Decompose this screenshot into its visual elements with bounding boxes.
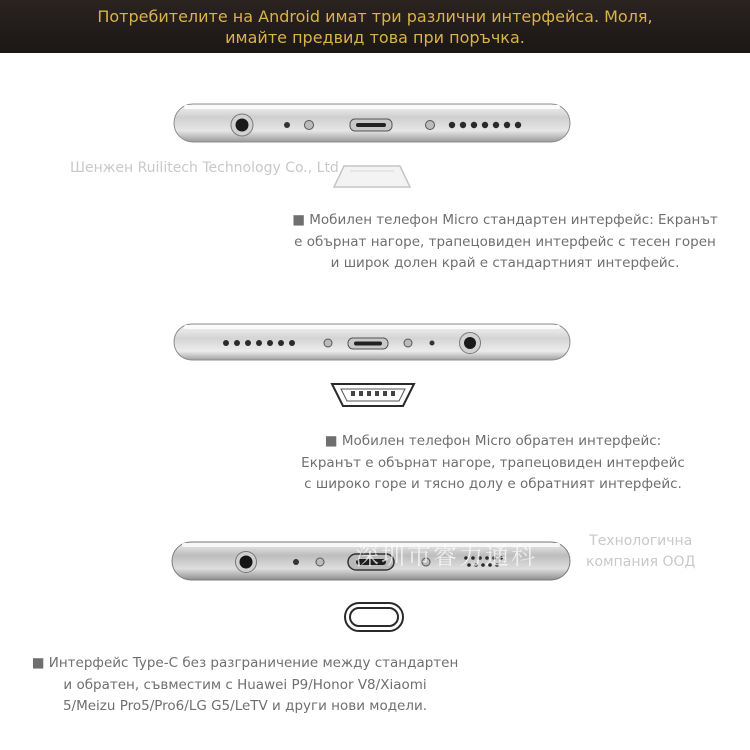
phone-micro-standard-image bbox=[172, 100, 572, 148]
notice-line-1: Потребителите на Android имат три различни интерфейса. Моля, bbox=[97, 6, 653, 26]
company-watermark: Шенжен Ruilitech Technology Co., Ltd bbox=[70, 160, 339, 176]
company-watermark-right bbox=[586, 531, 695, 573]
watermark-line: Технологична bbox=[589, 533, 693, 549]
caption-line: 5/Meizu Pro5/Pro6/LG G5/LeTV и други нови модели. bbox=[62, 698, 428, 714]
micro-standard-connector-icon bbox=[330, 163, 414, 191]
type-c-connector-icon bbox=[343, 600, 405, 634]
chinese-watermark: 深圳市睿力通科 bbox=[355, 542, 537, 570]
notice-line-2: имайте предвид това при поръчка. bbox=[225, 27, 525, 47]
caption-line: с широко горе и тясно долу е обратният интерфейс. bbox=[304, 476, 682, 492]
caption-type-c bbox=[10, 653, 480, 718]
notice-text bbox=[35, 6, 715, 48]
caption-micro-reverse bbox=[268, 431, 718, 496]
caption-line: Екранът е обърнат нагоре, трапецовиден интерфейс bbox=[301, 454, 685, 471]
caption-line: и широк долен край е стандартният интерфейс. bbox=[330, 255, 680, 271]
caption-line: ■ Интерфейс Type-C без разграничение между стандартен bbox=[31, 655, 459, 671]
notice-banner bbox=[0, 0, 750, 53]
caption-line: ■ Мобилен телефон Micro стандартен интерфейс: Екранът bbox=[292, 212, 718, 228]
micro-reverse-connector-icon bbox=[329, 380, 417, 410]
caption-line: и обратен, съвместим с Huawei P9/Honor V8/Xiaomi bbox=[63, 676, 427, 693]
caption-line: ■ Мобилен телефон Micro обратен интерфейс: bbox=[324, 433, 662, 449]
watermark-line: компания ООД bbox=[586, 554, 696, 570]
caption-micro-standard bbox=[270, 210, 740, 275]
phone-micro-reverse-image bbox=[172, 320, 572, 366]
caption-line: е обърнат нагоре, трапецовиден интерфейс с тесен горен bbox=[294, 233, 716, 250]
